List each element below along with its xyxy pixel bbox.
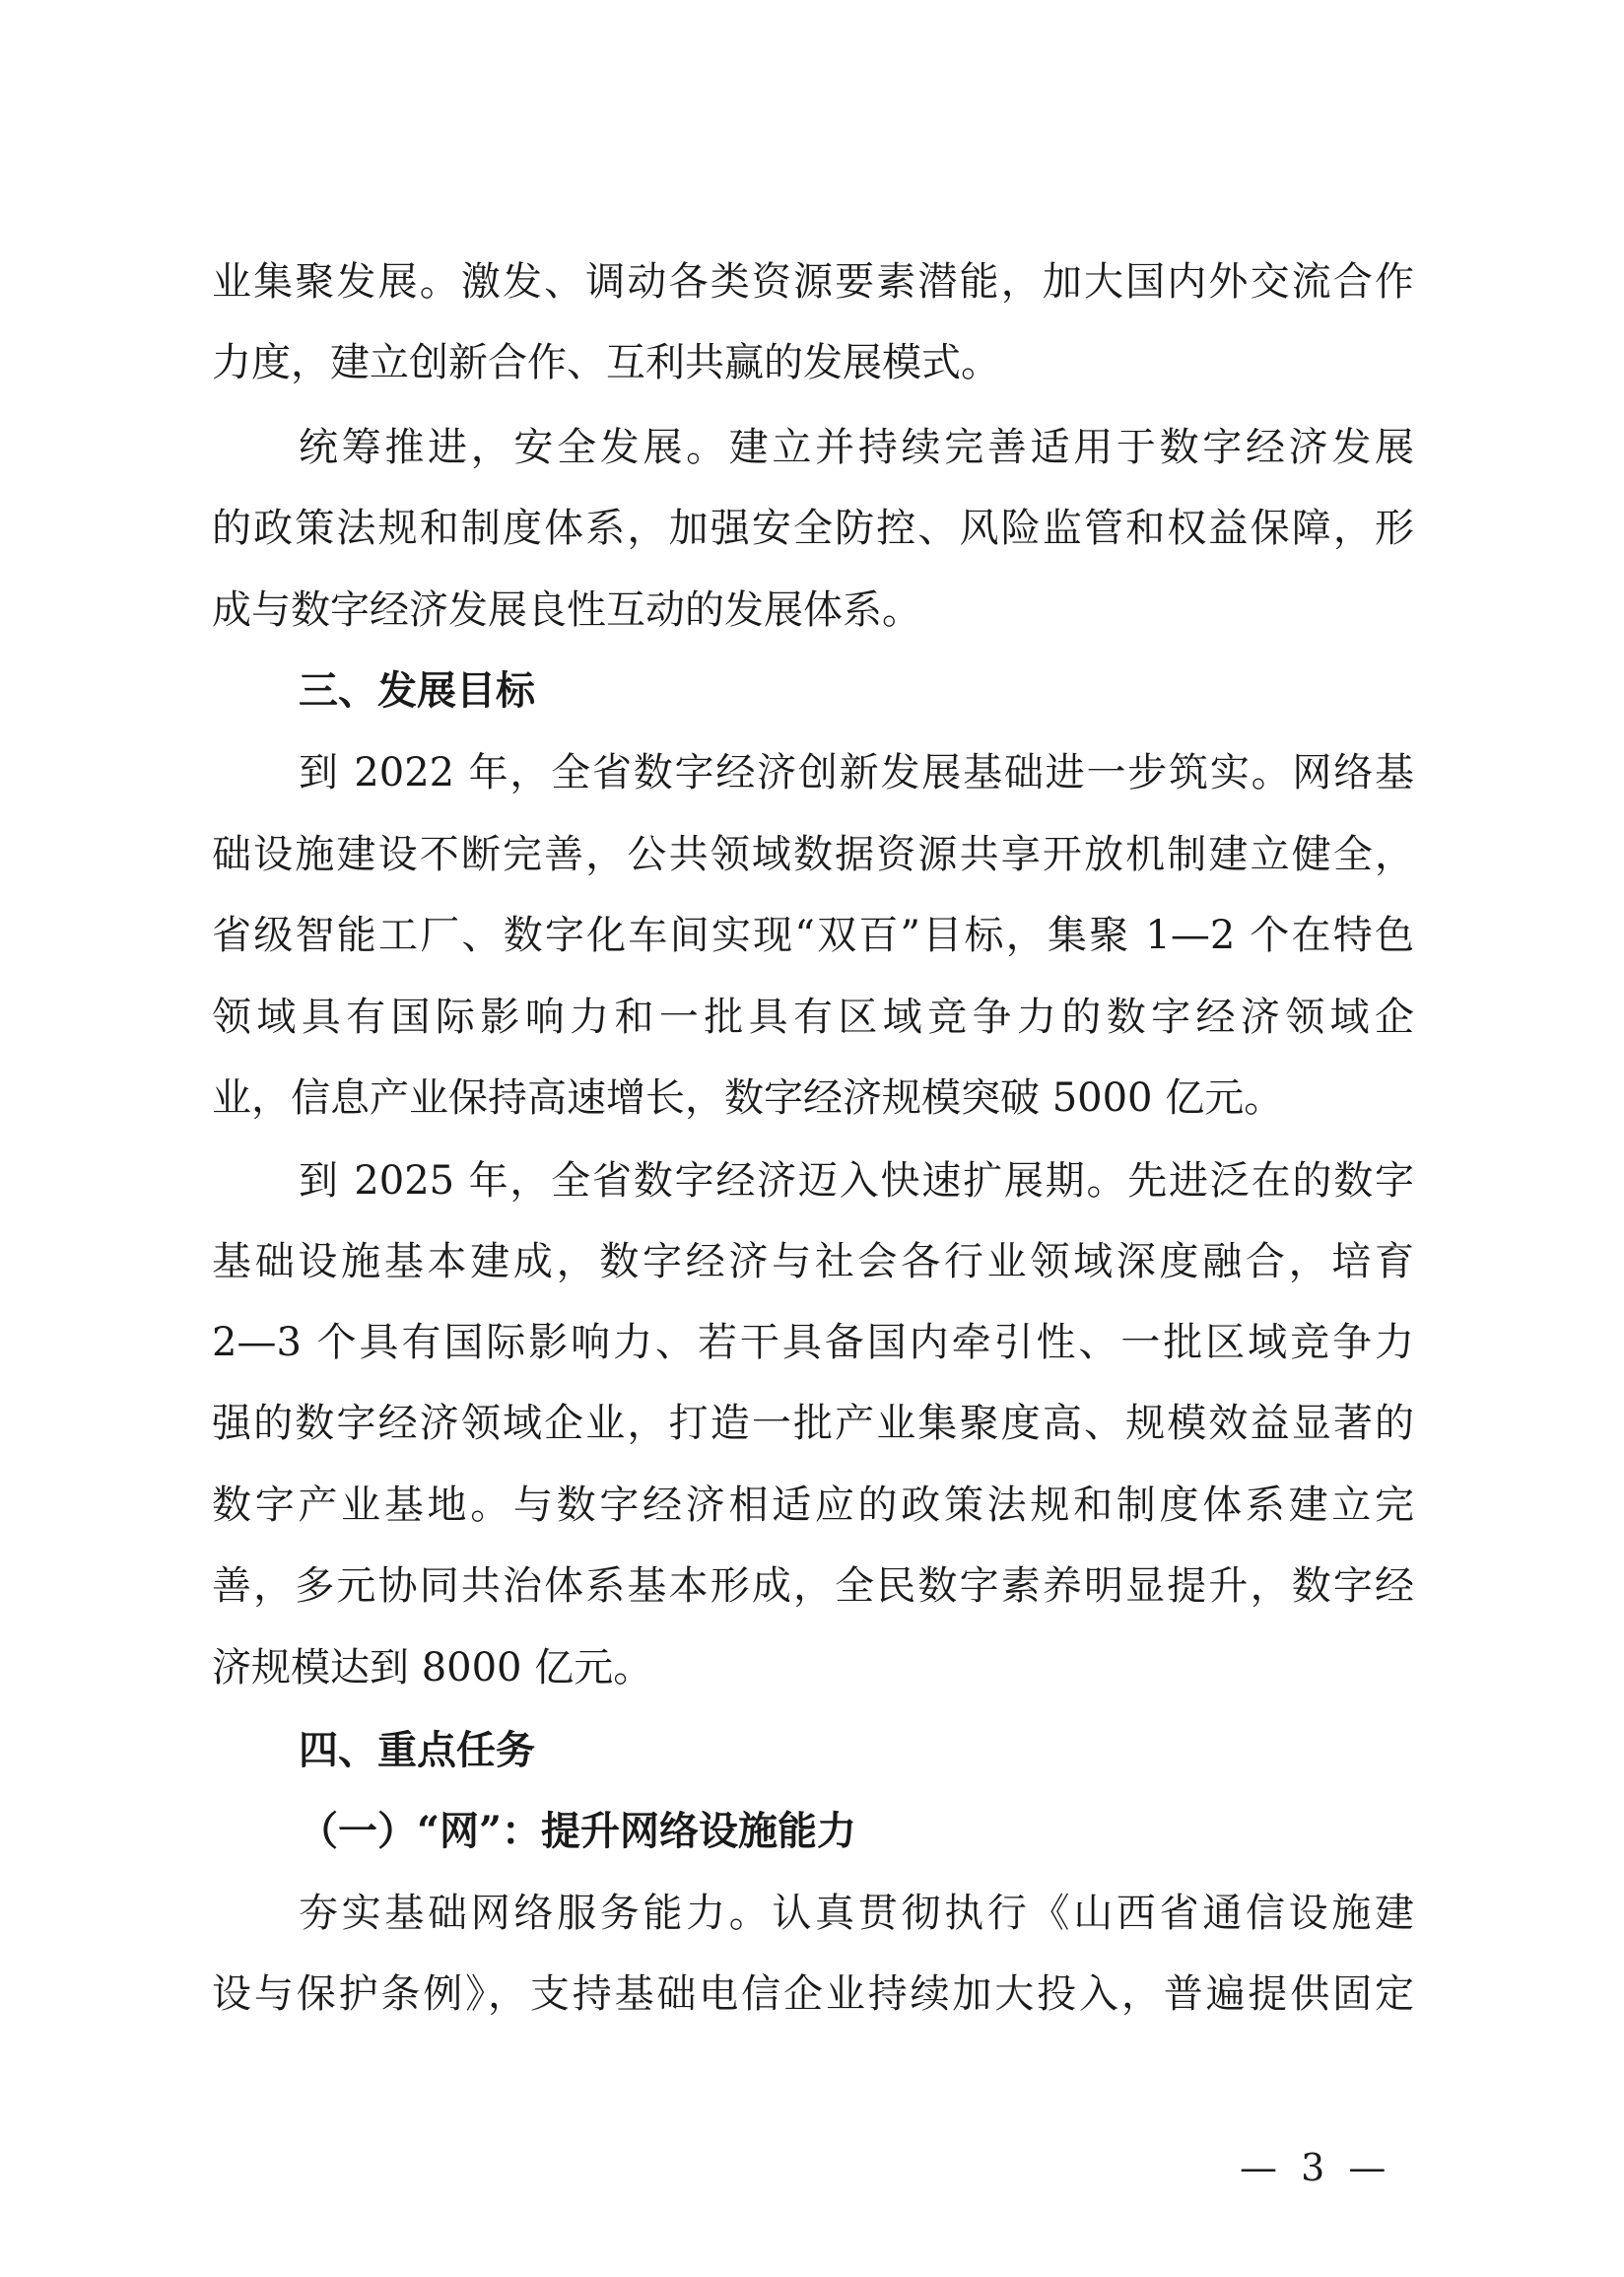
section-heading: 四、重点任务 xyxy=(299,1728,535,1773)
body-line: 业，信息产业保持高速增长，数字经济规模突破 5000 亿元。 xyxy=(212,1075,1284,1121)
body-line: 济规模达到 8000 亿元。 xyxy=(212,1645,653,1690)
body-line: 业集聚发展。激发、调动各类资源要素潜能，加大国内外交流合作 xyxy=(212,259,1414,305)
body-line: 统筹推进，安全发展。建立并持续完善适用于数字经济发展 xyxy=(299,425,1414,470)
body-line: 省级智能工厂、数字化车间实现“双百”目标，集聚 1—2 个在特色 xyxy=(212,913,1414,958)
body-line: 2—3 个具有国际影响力、若干具备国内牵引性、一批区域竞争力 xyxy=(212,1320,1414,1365)
body-line: 础设施建设不断完善，公共领域数据资源共享开放机制建立健全， xyxy=(212,832,1414,877)
body-line: 力度，建立创新合作、互利共赢的发展模式。 xyxy=(212,340,1000,385)
body-line: 夯实基础网络服务能力。认真贯彻执行《山西省通信设施建 xyxy=(299,1891,1414,1936)
body-line: 数字产业基地。与数字经济相适应的政策法规和制度体系建立完 xyxy=(212,1483,1414,1528)
body-line: 基础设施基本建成，数字经济与社会各行业领域深度融合，培育 xyxy=(212,1239,1414,1284)
body-line: 到 2022 年，全省数字经济创新发展基础进一步筑实。网络基 xyxy=(299,750,1414,795)
body-line: 强的数字经济领域企业，打造一批产业集聚度高、规模效益显著的 xyxy=(212,1401,1414,1446)
body-line: 到 2025 年，全省数字经济迈入快速扩展期。先进泛在的数字 xyxy=(299,1158,1414,1204)
section-heading: 三、发展目标 xyxy=(299,668,535,714)
body-line: 成与数字经济发展良性互动的发展体系。 xyxy=(212,587,921,633)
subsection-heading: （一）“网”：提升网络设施能力 xyxy=(299,1808,857,1854)
body-line: 的政策法规和制度体系，加强安全防控、风险监管和权益保障，形 xyxy=(212,506,1414,551)
body-line: 领域具有国际影响力和一批具有区域竞争力的数字经济领域企 xyxy=(212,995,1414,1040)
page-number: — 3 — xyxy=(1240,2146,1392,2189)
body-line: 善，多元协同共治体系基本形成，全民数字素养明显提升，数字经 xyxy=(212,1563,1414,1609)
body-line: 设与保护条例》，支持基础电信企业持续加大投入，普遍提供固定 xyxy=(212,1971,1414,2017)
